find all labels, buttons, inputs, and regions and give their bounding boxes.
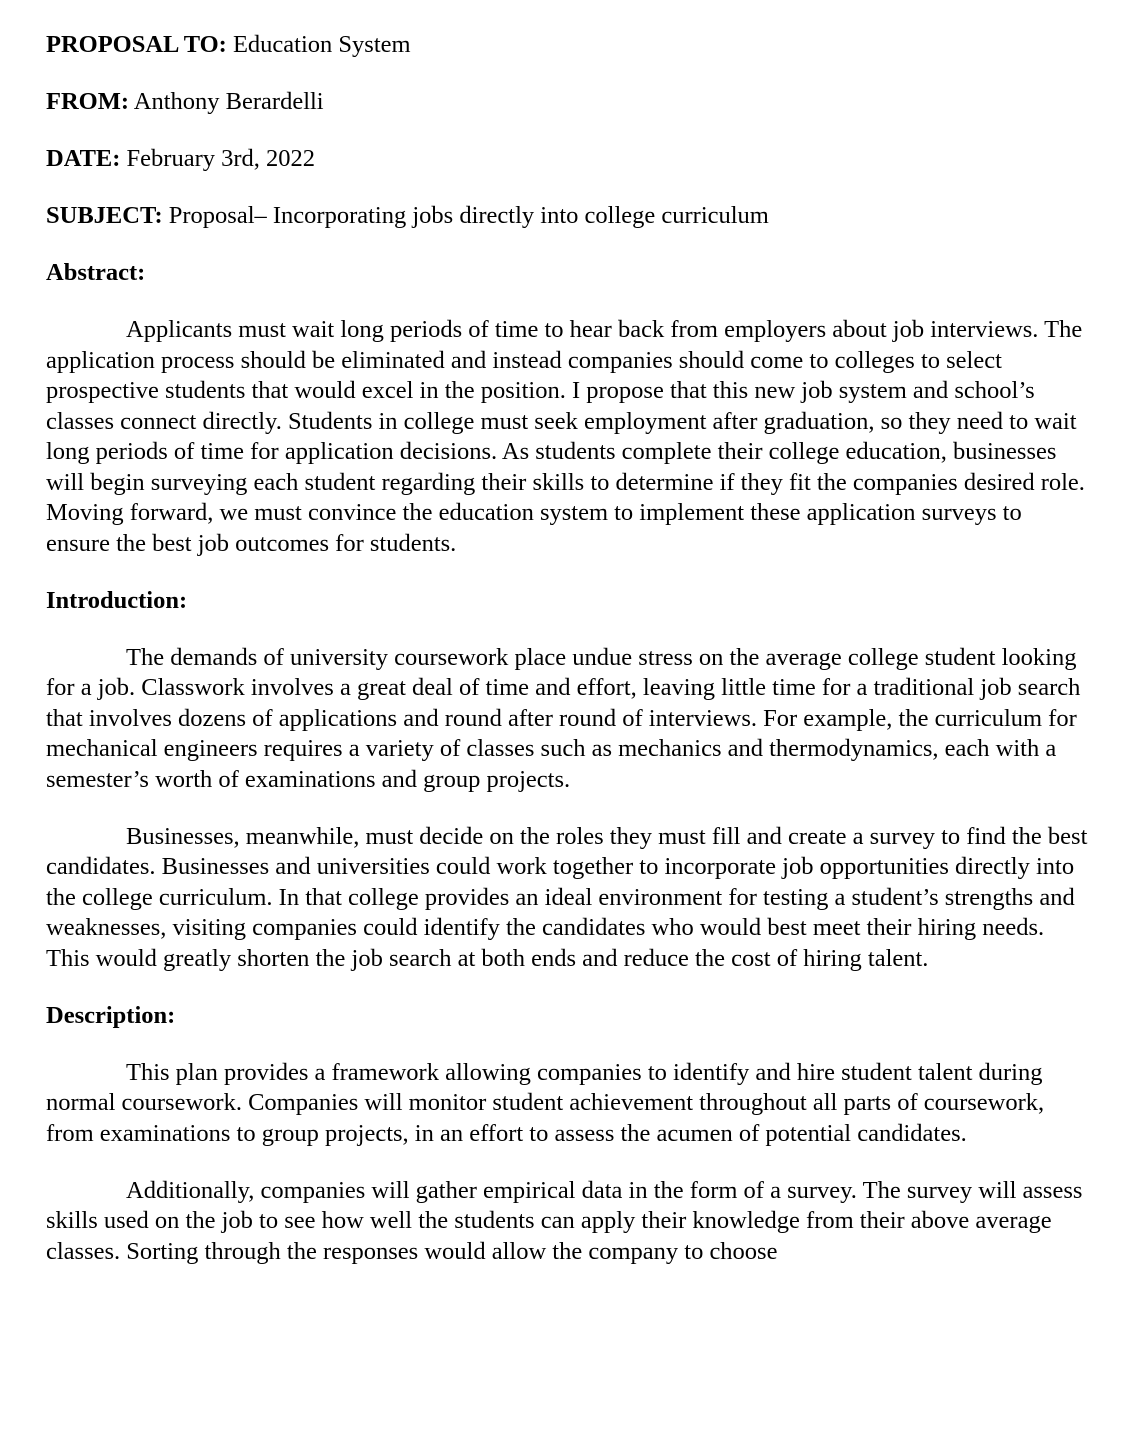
proposal-to-line (46, 30, 1090, 61)
subject-label: SUBJECT: (46, 202, 163, 229)
from-value: Anthony Berardelli (133, 88, 324, 115)
abstract-heading: Abstract: (46, 259, 146, 286)
introduction-paragraph: Businesses, meanwhile, must decide on the roles they must fill and create a survey to find the best candidates. Businesses and universities could work together to incorporate job opportunities directly into the college curriculum. In that college provides an ideal environment for testing a student’s strengths and weaknesses, visiting companies could identify the candidates who would best meet their hiring needs. This would greatly shorten the job search at both ends and reduce the cost of hiring talent. (46, 822, 1088, 972)
proposal-to-value: Education System (232, 31, 411, 58)
proposal-to-label: PROPOSAL TO: (46, 31, 227, 58)
description-heading: Description: (46, 1001, 176, 1029)
date-label: DATE: (46, 145, 121, 172)
abstract-paragraph: Applicants must wait long periods of time to hear back from employers about job interviews. The application process should be eliminated and instead companies should come to colleges to select prospective students that would excel in the position. I propose that this new job system and school’s classes connect directly. Students in college must seek employment after graduation, so they need to wait long periods of time for application decisions. As students complete their college education, businesses will begin surveying each student regarding their skills to determine if they fit the companies desired role. Moving forward, we must convince the education system to implement these application surveys to ensure the best job outcomes for students. (46, 316, 1085, 557)
date-value: February 3rd, 2022 (126, 145, 316, 172)
introduction-paragraph: The demands of university coursework place undue stress on the average college student looking for a job. Classwork involves a great deal of time and effort, leaving little time for a traditional job search that involves dozens of applications and round after round of interviews. For example, the curriculum for mechanical engineers requires a variety of classes such as mechanics and thermodynamics, each with a semester’s worth of examinations and group projects. (46, 643, 1081, 793)
subject-value: Proposal– Incorporating jobs directly into college curriculum (168, 202, 769, 229)
description-paragraph: This plan provides a framework allowing companies to identify and hire student talent during normal coursework. Companies will monitor student achievement throughout all parts of coursework, from examinations to group projects, in an effort to assess the acumen of potential candidates. (46, 1058, 1045, 1147)
subject-line (46, 201, 1090, 232)
from-label: FROM: (46, 88, 129, 115)
description-paragraph: Additionally, companies will gather empirical data in the form of a survey. The survey will assess skills used on the job to see how well the students can apply their knowledge from their above average classes. Sorting through the responses would allow the company to choose (46, 1176, 1083, 1265)
from-line (46, 87, 1090, 118)
introduction-heading: Introduction: (46, 586, 188, 614)
date-line (46, 144, 1090, 175)
document-page (46, 30, 1090, 1294)
